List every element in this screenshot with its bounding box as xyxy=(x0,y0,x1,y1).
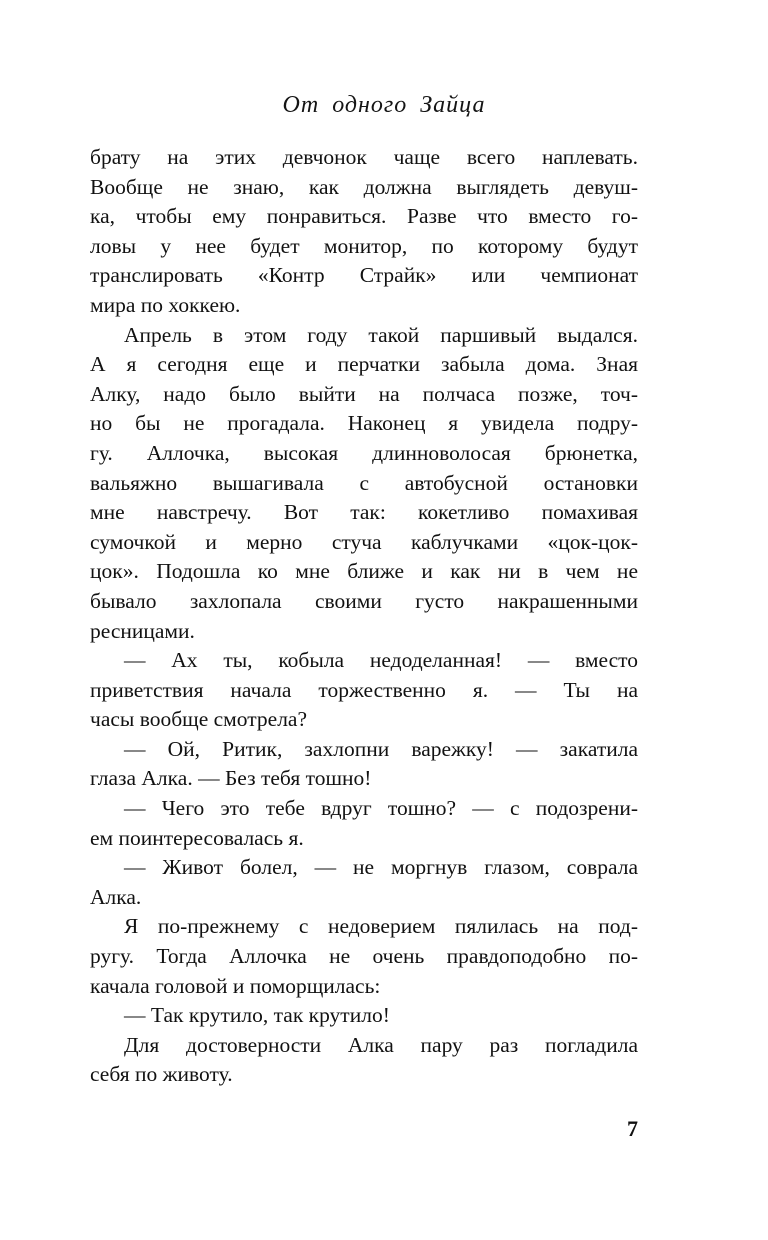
text-line: Апрель в этом году такой паршивый выдался. xyxy=(124,322,638,347)
paragraph xyxy=(90,1001,638,1031)
text-line: приветствия начала торжественно я. — Ты на xyxy=(90,677,638,702)
text-line: цок». Подошла ко мне ближе и как ни в чем не xyxy=(90,559,638,584)
text-line: ловы у нее будет монитор, по которому будут xyxy=(90,233,638,258)
paragraph xyxy=(90,735,638,794)
text-line: — Так крутило, так крутило! xyxy=(124,1003,390,1028)
text-line: мира по хоккею. xyxy=(90,292,241,317)
text-line: — Чего это тебе вдруг тошно? — с подозрени- xyxy=(124,796,638,821)
paragraph xyxy=(90,794,638,853)
text-line: сумочкой и мерно стуча каблучками «цок-цок- xyxy=(90,529,638,554)
text-line: ругу. Тогда Аллочка не очень правдоподобно по- xyxy=(90,944,638,969)
page-number: 7 xyxy=(627,1116,638,1141)
text-line: часы вообще смотрела? xyxy=(90,707,308,732)
body-text xyxy=(90,143,638,1090)
text-line: Я по-прежнему с недоверием пялилась на под- xyxy=(124,914,638,939)
text-line: А я сегодня еще и перчатки забыла дома. Зная xyxy=(90,352,638,377)
text-line: — Ах ты, кобыла недоделанная! — вместо xyxy=(124,648,638,673)
paragraph xyxy=(90,321,638,647)
text-line: но бы не прогадала. Наконец я увидела подру- xyxy=(90,411,638,436)
paragraph xyxy=(90,1031,638,1090)
text-line: глаза Алка. — Без тебя тошно! xyxy=(90,766,372,791)
text-line: Вообще не знаю, как должна выглядеть девуш- xyxy=(90,174,638,199)
running-header: От одного Зайца xyxy=(282,92,486,118)
text-line: Для достоверности Алка пару раз погладила xyxy=(124,1032,638,1057)
text-line: транслировать «Контр Страйк» или чемпионат xyxy=(90,263,638,288)
paragraph xyxy=(90,646,638,735)
paragraph xyxy=(90,853,638,912)
text-line: вальяжно вышагивала с автобусной остановки xyxy=(90,470,638,495)
text-line: себя по животу. xyxy=(90,1062,233,1087)
text-line: — Живот болел, — не моргнув глазом, соврала xyxy=(124,855,638,880)
text-line: Алка. xyxy=(90,884,142,909)
paragraph xyxy=(90,912,638,1001)
text-line: качала головой и поморщилась: xyxy=(90,973,381,998)
text-line: ка, чтобы ему понравиться. Разве что вместо го- xyxy=(90,204,638,229)
text-line: гу. Аллочка, высокая длинноволосая брюнетка, xyxy=(90,440,638,465)
text-line: ресницами. xyxy=(90,618,195,643)
text-line: мне навстречу. Вот так: кокетливо помахивая xyxy=(90,500,638,525)
text-line: Алку, надо было выйти на полчаса позже, точ- xyxy=(90,381,638,406)
text-line: бывало захлопала своими густо накрашенными xyxy=(90,588,638,613)
text-line: брату на этих девчонок чаще всего наплевать. xyxy=(90,145,638,169)
paragraph xyxy=(90,143,638,321)
text-line: ем поинтересовалась я. xyxy=(90,825,304,850)
text-line: — Ой, Ритик, захлопни варежку! — закатила xyxy=(124,736,638,761)
